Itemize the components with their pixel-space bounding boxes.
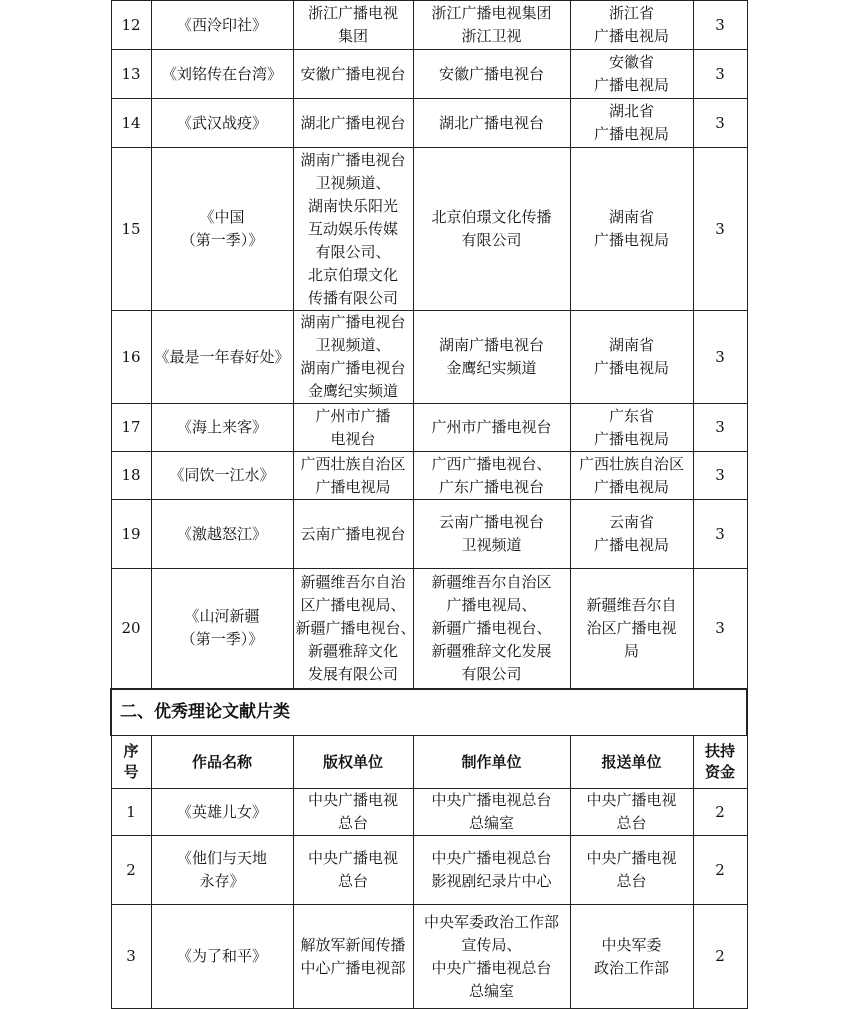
cell-line: 永存》: [199, 872, 245, 890]
cell-line: 云南广播电视台: [300, 524, 406, 543]
cell-producer: [413, 311, 570, 404]
cell-line: 电视台: [330, 429, 376, 448]
table-row: [111, 500, 747, 569]
cell-producer: [413, 569, 570, 689]
cell-no: [111, 452, 151, 500]
cell-copyright: [293, 836, 413, 905]
cell-line: 广播电视局: [593, 477, 669, 496]
cell-line: 卫视频道、: [315, 173, 391, 192]
cell-line: 发展有限公司: [307, 664, 398, 683]
cell-fund: [693, 50, 747, 99]
cell-line: 17: [121, 418, 141, 436]
cell-title: [151, 452, 293, 500]
cell-line: 总台: [616, 814, 647, 832]
cell-no: [111, 148, 151, 311]
cell-line: 3: [715, 418, 725, 436]
cell-line: 《最是一年春好处》: [154, 347, 290, 366]
cell-line: 广播电视局: [593, 359, 669, 377]
cell-line: 3: [715, 347, 725, 366]
cell-line: 中央广播电视总台: [431, 791, 552, 809]
cell-line: 湖南快乐阳光: [307, 196, 398, 215]
cell-no: [111, 836, 151, 905]
cell-line: 《山河新疆: [184, 607, 260, 626]
cell-line: 有限公司: [461, 231, 522, 249]
cell-producer: [413, 99, 570, 148]
cell-line: 湖南广播电视台: [438, 336, 544, 354]
cell-line: 14: [121, 113, 141, 132]
cell-submitter: [570, 311, 693, 404]
cell-line: 浙江省: [608, 4, 654, 22]
cell-line: 3: [715, 219, 725, 238]
cell-fund: [693, 99, 747, 148]
cell-line: 局: [623, 641, 639, 660]
cell-fund: [693, 500, 747, 569]
cell-line: 18: [121, 466, 141, 484]
cell-submitter: [570, 148, 693, 311]
cell-line: 2: [126, 860, 136, 879]
cell-line: 广播电视局: [593, 536, 669, 554]
cell-line: 湖南省: [608, 336, 654, 354]
cell-line: 新疆广播电视台、: [295, 618, 416, 637]
section2-body: [111, 789, 747, 1009]
table-row: [111, 1, 747, 50]
cell-line: 总台: [616, 872, 647, 890]
cell-submitter: [570, 500, 693, 569]
cell-fund: [693, 148, 747, 311]
cell-producer: [413, 500, 570, 569]
cell-line: 新疆维吾尔自: [586, 595, 677, 614]
cell-line: 湖南广播电视台: [300, 150, 406, 169]
cell-line: 有限公司、: [315, 242, 391, 261]
cell-line: 广西壮族自治区: [300, 454, 406, 473]
cell-line: 安徽广播电视台: [300, 64, 406, 83]
cell-line: 中央广播电视: [586, 791, 677, 809]
cell-line: 广西壮族自治区: [578, 454, 684, 473]
cell-producer: [413, 148, 570, 311]
cell-line: 广播电视局、: [446, 595, 537, 614]
table-row: [111, 148, 747, 311]
cell-line: 总编室: [468, 981, 514, 1000]
cell-line: 2: [715, 860, 725, 879]
cell-title: [151, 148, 293, 311]
cell-line: 1: [126, 802, 136, 821]
cell-line: 新疆维吾尔自治: [300, 572, 406, 591]
cell-submitter: [570, 905, 693, 1009]
cell-line: 广播电视局: [593, 231, 669, 249]
cell-fund: [693, 905, 747, 1009]
cell-line: 治区广播电视: [586, 618, 677, 637]
cell-line: 中央广播电视: [307, 849, 398, 867]
cell-line: 新疆雅辞文化发展: [431, 641, 552, 660]
cell-line: 湖北广播电视台: [300, 113, 406, 132]
cell-title: [151, 404, 293, 452]
cell-title: [151, 1, 293, 50]
cell-copyright: [293, 99, 413, 148]
header-copyright: 版权单位: [293, 736, 413, 789]
cell-title: [151, 905, 293, 1009]
cell-line: 集团: [337, 27, 368, 45]
cell-line: 13: [121, 64, 141, 83]
cell-line: 《西泠印社》: [176, 15, 267, 34]
cell-line: 广东广播电视台: [438, 477, 544, 496]
cell-line: 《刘铭传在台湾》: [161, 64, 282, 83]
table-row: [111, 452, 747, 500]
cell-line: 浙江卫视: [461, 27, 522, 45]
cell-line: 中央广播电视: [307, 791, 398, 809]
cell-line: 安徽省: [608, 53, 654, 71]
cell-copyright: [293, 311, 413, 404]
cell-title: [151, 789, 293, 836]
cell-copyright: [293, 1, 413, 50]
cell-submitter: [570, 836, 693, 905]
table-row: [111, 789, 747, 836]
cell-line: 浙江广播电视集团: [431, 4, 552, 22]
cell-copyright: [293, 500, 413, 569]
cell-fund: [693, 452, 747, 500]
header-title: 作品名称: [151, 736, 293, 789]
cell-line: 云南广播电视台: [438, 513, 544, 531]
cell-fund: [693, 404, 747, 452]
cell-line: 卫视频道、: [315, 336, 391, 354]
cell-producer: [413, 1, 570, 50]
cell-line: 中央广播电视总台: [431, 849, 552, 867]
table-row: [111, 569, 747, 689]
cell-line: 广州市广播电视台: [431, 418, 552, 436]
cell-line: 宣传局、: [461, 935, 522, 954]
cell-copyright: [293, 404, 413, 452]
cell-line: 浙江广播电视: [307, 4, 398, 22]
cell-line: 广东省: [608, 406, 654, 425]
cell-producer: [413, 50, 570, 99]
cell-no: [111, 50, 151, 99]
cell-line: 湖北省: [608, 102, 654, 120]
cell-line: 新疆雅辞文化: [307, 641, 398, 660]
table-row: [111, 50, 747, 99]
cell-copyright: [293, 789, 413, 836]
cell-line: 中心广播电视部: [300, 958, 406, 977]
cell-copyright: [293, 569, 416, 689]
cell-fund: [693, 836, 747, 905]
cell-submitter: [570, 569, 693, 689]
cell-line: 3: [715, 113, 725, 132]
cell-line: 解放军新闻传播: [300, 935, 406, 954]
cell-line: 中央广播电视: [586, 849, 677, 867]
cell-line: 3: [126, 947, 136, 965]
cell-line: 《中国: [199, 208, 245, 226]
cell-line: 《他们与天地: [176, 849, 267, 867]
cell-line: （第一季）》: [180, 231, 264, 249]
cell-submitter: [570, 404, 693, 452]
cell-line: 新疆广播电视台、: [431, 618, 552, 637]
cell-no: [111, 789, 151, 836]
cell-line: 总台: [337, 872, 368, 890]
cell-line: 金鹰纪实频道: [307, 382, 398, 400]
cell-copyright: [293, 452, 413, 500]
cell-submitter: [570, 50, 693, 99]
cell-line: 15: [121, 219, 141, 238]
cell-no: [111, 99, 151, 148]
cell-no: [111, 311, 151, 404]
table-row: [111, 905, 747, 1009]
cell-line: 湖南省: [608, 208, 654, 226]
cell-line: 3: [715, 524, 725, 543]
section2-heading: 二、优秀理论文献片类: [111, 689, 747, 736]
header-fund: [693, 736, 747, 789]
cell-line: 3: [715, 64, 725, 83]
cell-no: [111, 404, 151, 452]
cell-line: 12: [121, 15, 141, 34]
cell-line: 中央军委: [601, 935, 662, 954]
cell-line: 广西广播电视台、: [431, 454, 552, 473]
cell-line: 安徽广播电视台: [438, 64, 544, 83]
cell-line: 19: [121, 524, 141, 543]
cell-line: 互动娱乐传媒: [307, 219, 398, 238]
cell-producer: [413, 836, 570, 905]
cell-line: 3: [715, 466, 725, 484]
cell-line: 湖北广播电视台: [438, 113, 544, 132]
cell-line: 北京伯璟文化传播: [431, 208, 552, 226]
cell-line: 广播电视局: [593, 76, 669, 94]
cell-line: 2: [715, 947, 725, 965]
cell-line: 总编室: [468, 814, 514, 832]
cell-line: 《激越怒江》: [176, 524, 267, 543]
cell-title: [151, 311, 293, 404]
cell-line: 湖南广播电视台: [300, 359, 406, 377]
cell-line: 广播电视局: [315, 477, 391, 496]
cell-fund: [693, 789, 747, 836]
cell-line: 《武汉战疫》: [176, 113, 267, 132]
cell-line: 总台: [337, 814, 368, 832]
cell-line: 20: [121, 618, 141, 637]
header-no: [111, 736, 151, 789]
cell-line: 3: [715, 15, 725, 34]
cell-line: 有限公司: [461, 664, 522, 683]
cell-title: [151, 569, 293, 689]
header-submitter: 报送单位: [570, 736, 693, 789]
document-page: [110, 0, 746, 1009]
cell-producer: [413, 452, 570, 500]
cell-line: 北京伯璟文化: [307, 265, 398, 284]
cell-submitter: [570, 1, 693, 50]
cell-line: 卫视频道: [461, 536, 522, 554]
cell-line: 广州市广播: [315, 406, 391, 425]
cell-line: （第一季）》: [180, 630, 264, 649]
cell-line: 湖南广播电视台: [300, 313, 406, 331]
section1-body: [111, 1, 747, 689]
cell-line: 《同饮一江水》: [169, 466, 275, 484]
cell-line: 2: [715, 802, 725, 821]
cell-title: [151, 50, 293, 99]
cell-submitter: [570, 99, 693, 148]
cell-line: 中央军委政治工作部: [423, 912, 559, 931]
cell-copyright: [293, 148, 413, 311]
cell-line: 政治工作部: [593, 958, 669, 977]
cell-producer: [413, 905, 570, 1009]
cell-no: [111, 569, 151, 689]
cell-producer: [413, 404, 570, 452]
cell-copyright: [293, 50, 413, 99]
cell-line: 传播有限公司: [307, 288, 398, 307]
cell-line: 区广播电视局、: [300, 595, 406, 614]
cell-line: 资金: [704, 763, 735, 781]
cell-producer: [413, 789, 570, 836]
table-row: [111, 99, 747, 148]
cell-fund: [693, 569, 747, 689]
cell-line: 影视剧纪录片中心: [431, 872, 552, 890]
cell-submitter: [570, 452, 693, 500]
cell-line: 扶持: [704, 742, 735, 760]
cell-line: 16: [121, 347, 141, 366]
cell-submitter: [570, 789, 693, 836]
cell-line: 新疆维吾尔自治区: [431, 572, 552, 591]
cell-line: 3: [715, 618, 725, 637]
cell-line: 广播电视局: [593, 429, 669, 448]
section2-header-row: [111, 736, 747, 789]
cell-line: 云南省: [608, 513, 654, 531]
table-row: [111, 836, 747, 905]
cell-no: [111, 1, 151, 50]
section2-heading-row: [111, 689, 747, 736]
cell-line: 号: [123, 763, 139, 781]
cell-line: 广播电视局: [593, 27, 669, 45]
cell-line: 《海上来客》: [176, 418, 267, 436]
table-row: [111, 404, 747, 452]
funding-table: [110, 0, 748, 1009]
header-producer: 制作单位: [413, 736, 570, 789]
cell-fund: [693, 311, 747, 404]
cell-line: 金鹰纪实频道: [446, 359, 537, 377]
cell-title: [151, 500, 293, 569]
cell-line: 中央广播电视总台: [431, 958, 552, 977]
cell-line: 广播电视局: [593, 125, 669, 143]
cell-no: [111, 905, 151, 1009]
cell-line: 《英雄儿女》: [176, 802, 267, 821]
cell-title: [151, 99, 293, 148]
cell-no: [111, 500, 151, 569]
cell-line: 序: [123, 742, 139, 760]
cell-line: 《为了和平》: [176, 947, 267, 965]
table-row: [111, 311, 747, 404]
cell-title: [151, 836, 293, 905]
cell-fund: [693, 1, 747, 50]
cell-copyright: [293, 905, 413, 1009]
